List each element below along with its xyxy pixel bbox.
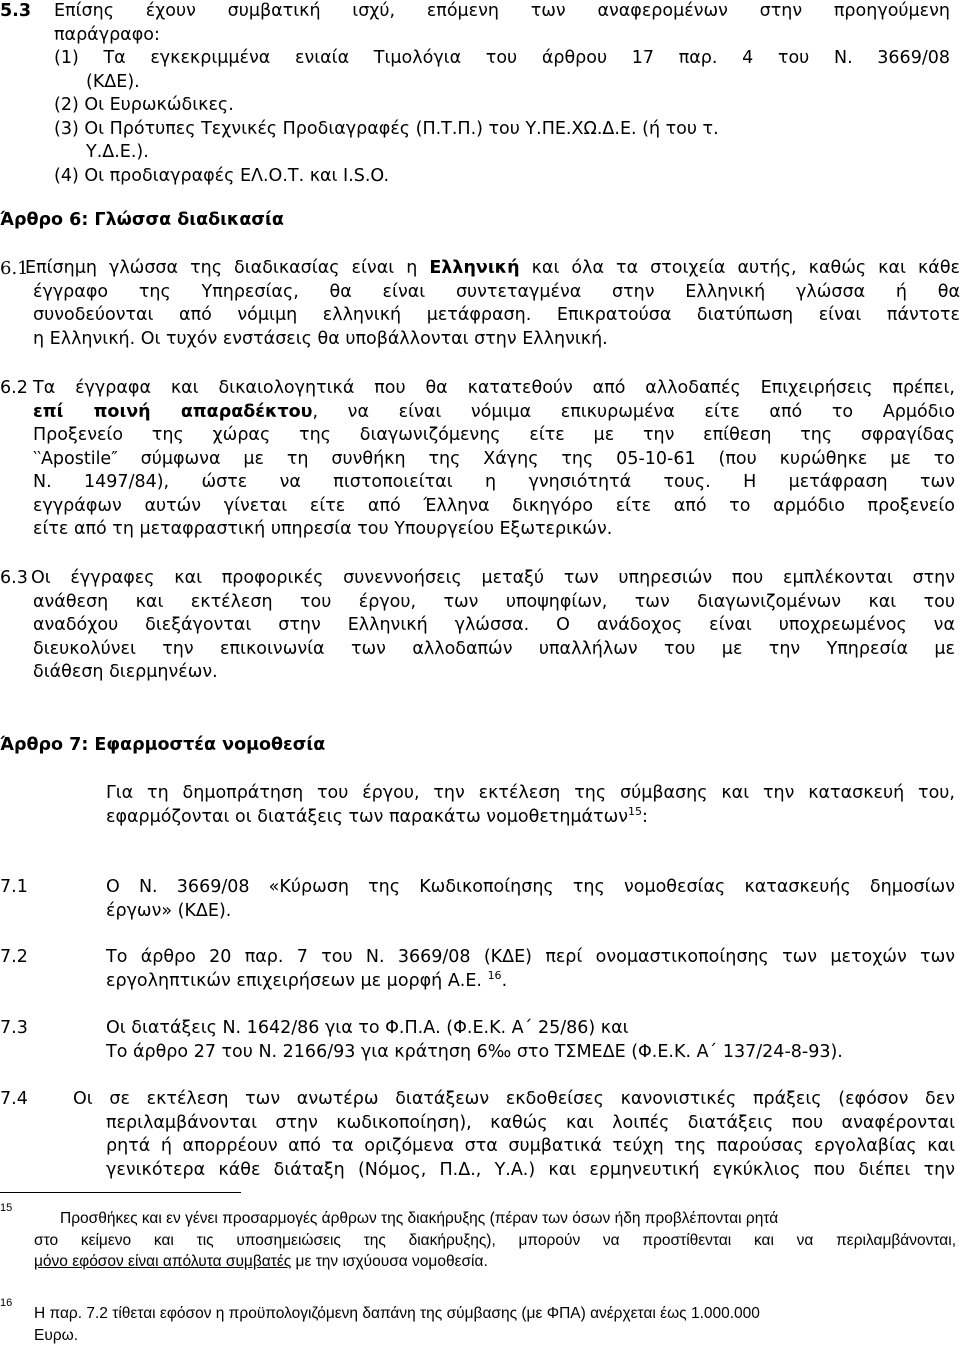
paragraph-6-1 — [0, 257, 960, 351]
text-run: με την ισχύουσα νομοθεσία. — [291, 1253, 488, 1270]
paragraph-line: παράγραφο: — [54, 24, 160, 45]
paragraph-line: έγγραφο της Υπηρεσίας, θα είναι συντεταγμένα στην Ελληνική γλώσσα ή θα — [33, 281, 960, 302]
footnote-15 — [0, 1202, 960, 1273]
paragraph-line: Τα έγγραφα και δικαιολογητικά που θα κατατεθούν από αλλοδαπές Επιχειρήσεις πρέπει, — [33, 378, 955, 398]
paragraph-line: συνοδεύονται από νόμιμη ελληνική μετάφραση. Επικρατούσα διατύπωση είναι πάντοτε — [33, 305, 960, 325]
underlined-text: μόνο εφόσον είναι απόλυτα συμβατές — [34, 1253, 292, 1270]
paragraph-line: έργων» (ΚΔΕ). — [106, 900, 232, 921]
paragraph-line: εγγράφων αυτών γίνεται είτε από Έλληνα δικηγόρο είτε από το αρμόδιο προξενείο — [33, 495, 955, 516]
paragraph-number: 7.3 — [0, 1018, 28, 1038]
footnote-line: στο κείμενο και τις υποσημειώσεις της διακήρυξης), μπορούν να προστίθενται και να περιλαμβάνονται, — [34, 1231, 956, 1249]
list-item-continued: Υ.Δ.Ε.). — [86, 142, 149, 162]
paragraph-line: ‵‵Apostile″ σύμφωνα με τη συνθήκη της Χάγης της 05-10-61 (που κυρώθηκε με το — [33, 448, 955, 469]
paragraph-6-3 — [0, 567, 960, 685]
footnote-line: Προσθήκες και εν γένει προσαρμογές άρθρων της διακήρυξης (πέραν των όσων ήδη προβλέπονται ρητά — [60, 1210, 779, 1227]
text-run: , να είναι νόμιμα επικυρωμένα είτε από το Αρμόδιο — [312, 401, 956, 422]
paragraph-7-3 — [0, 1017, 960, 1064]
paragraph-line: είτε από τη μεταφραστική υπηρεσία του Υπουργείου Εξωτερικών. — [33, 519, 613, 539]
footnote-line: Η παρ. 7.2 τίθεται εφόσον η προϋπολογιζόμενη δαπάνη της σύμβασης (με ΦΠΑ) ανέρχεται έως 1.000.000 — [34, 1305, 760, 1322]
paragraph-number: 7.1 — [0, 877, 28, 897]
paragraph-line: Για τη δημοπράτηση του έργου, την εκτέλεση της σύμβασης και την κατασκευή του, — [106, 783, 955, 803]
article-7-heading — [0, 734, 960, 758]
paragraph-number: 6.2 — [0, 378, 28, 398]
paragraph-7-4 — [0, 1088, 960, 1182]
footnote-16 — [0, 1297, 960, 1346]
paragraph-line — [106, 970, 955, 994]
paragraph-line: η Ελληνική. Οι τυχόν ενστάσεις θα υποβάλλονται στην Ελληνική. — [33, 328, 608, 349]
paragraph-line: Το άρθρο 27 του Ν. 2166/93 για κράτηση 6‰ στο ΤΣΜΕΔΕ (Φ.Ε.Κ. Α΄ 137/24-8-93). — [106, 1041, 843, 1062]
paragraph-7-1 — [0, 876, 960, 923]
paragraph-line: διάθεση διερμηνέων. — [33, 662, 218, 682]
emphasis-text: Ελληνική — [429, 258, 520, 278]
paragraph-number: 7.2 — [0, 947, 28, 967]
paragraph-line: ρητά ή απορρέουν από τα οριζόμενα στα συμβατικά τεύχη της παρούσας εργολαβίας και — [106, 1136, 955, 1156]
paragraph-line: περιλαμβάνονται στην κωδικοποίηση), καθώς και λοιπές διατάξεις που αναφέρονται — [106, 1112, 955, 1133]
emphasis-text: επί ποινή απαραδέκτου — [33, 401, 313, 422]
footnote-line: Ευρω. — [34, 1326, 79, 1344]
paragraph-number: 7.4 — [0, 1089, 28, 1109]
text-run: : — [642, 806, 648, 827]
paragraph-line: Προξενείο της χώρας της διαγωνιζόμενης είτε με την επίθεση της σφραγίδας — [33, 425, 955, 445]
footnote-number: 15 — [0, 1202, 13, 1214]
article-6-heading — [0, 209, 960, 233]
text-run: εφαρμόζονται οι διατάξεις των παρακάτω νομοθετημάτων — [106, 806, 629, 827]
paragraph-7-2 — [0, 946, 960, 993]
paragraph-line: γενικότερα κάθε διάταξη (Νόμος, Π.Δ., Υ.Α.) και ερμηνευτική εγκύκλιος που διέπει την — [106, 1159, 955, 1180]
text-run: Επίσημη γλώσσα της διαδικασίας είναι η — [25, 258, 430, 278]
paragraph-line: Οι έγγραφες και προφορικές συνεννοήσεις μεταξύ των υπηρεσιών που εμπλέκονται στην — [31, 568, 955, 588]
text-run: εργοληπτικών επιχειρήσεων με μορφή Α.Ε. — [106, 970, 488, 991]
list-item-continued: (ΚΔΕ). — [86, 71, 140, 92]
text-run: και όλα τα στοιχεία αυτής, καθώς και κάθε — [519, 258, 960, 278]
article-7-intro — [106, 782, 955, 829]
paragraph-line — [25, 257, 960, 281]
article-heading-text: Άρθρο 7: Εφαρμοστέα νομοθεσία — [0, 735, 326, 755]
footnote-number: 16 — [0, 1297, 13, 1309]
list-item: (4) Οι προδιαγραφές ΕΛ.Ο.Τ. και I.S.O. — [54, 165, 390, 186]
article-heading-text: Άρθρο 6: Γλώσσα διαδικασία — [0, 210, 284, 230]
paragraph-line: Ν. 1497/84), ώστε να πιστοποιείται η γνησιότητά τους. Η μετάφραση των — [33, 472, 955, 492]
footnote-ref[interactable]: 16 — [487, 968, 502, 982]
paragraph-line: Οι διατάξεις Ν. 1642/86 για το Φ.Π.Α. (Φ.Ε.Κ. Α΄ 25/86) και — [106, 1018, 629, 1038]
paragraph-line: αναδόχου διεξάγονται στην Ελληνική γλώσσα. Ο ανάδοχος είναι υποχρεωμένος να — [33, 615, 955, 635]
paragraph-line: διευκολύνει την επικοινωνία των αλλοδαπών υπαλλήλων του με την Υπηρεσία με — [33, 638, 955, 659]
footnote-line — [34, 1251, 956, 1273]
paragraph-6-2 — [0, 377, 960, 542]
list-item: (2) Οι Ευρωκώδικες. — [54, 95, 234, 115]
paragraph-line — [33, 401, 955, 425]
paragraph-line: Ο Ν. 3669/08 «Κύρωση της Κωδικοποίησης της νομοθεσίας κατασκευής δημοσίων — [106, 877, 955, 897]
section-5-3 — [0, 0, 960, 188]
text-run: . — [501, 970, 508, 991]
paragraph-line: ανάθεση και εκτέλεση του έργου, των υποψηφίων, των διαγωνιζομένων και του — [33, 591, 955, 612]
paragraph-number: 6.1 — [0, 258, 29, 279]
paragraph-line — [106, 806, 955, 830]
paragraph-line: Το άρθρο 20 παρ. 7 του Ν. 3669/08 (ΚΔΕ) περί ονομαστικοποίησης των μετοχών των — [106, 947, 955, 967]
list-item: (3) Οι Πρότυπες Τεχνικές Προδιαγραφές (Π.Τ.Π.) του Υ.ΠΕ.ΧΩ.Δ.Ε. (ή του τ. — [54, 118, 719, 139]
footnote-separator — [0, 1192, 241, 1193]
paragraph-line: Επίσης έχουν συμβατική ισχύ, επόμενη των αναφερομένων στην προηγούμενη — [54, 1, 950, 21]
paragraph-line: Οι σε εκτέλεση των ανωτέρω διατάξεων εκδοθείσες κανονιστικές πράξεις (εφόσον δεν — [73, 1089, 955, 1109]
section-number: 5.3 — [0, 1, 32, 21]
footnote-ref[interactable]: 15 — [628, 804, 643, 818]
list-item: (1) Τα εγκεκριμμένα ενιαία Τιμολόγια του άρθρου 17 παρ. 4 του Ν. 3669/08 — [54, 48, 950, 68]
paragraph-number: 6.3 — [0, 568, 28, 588]
